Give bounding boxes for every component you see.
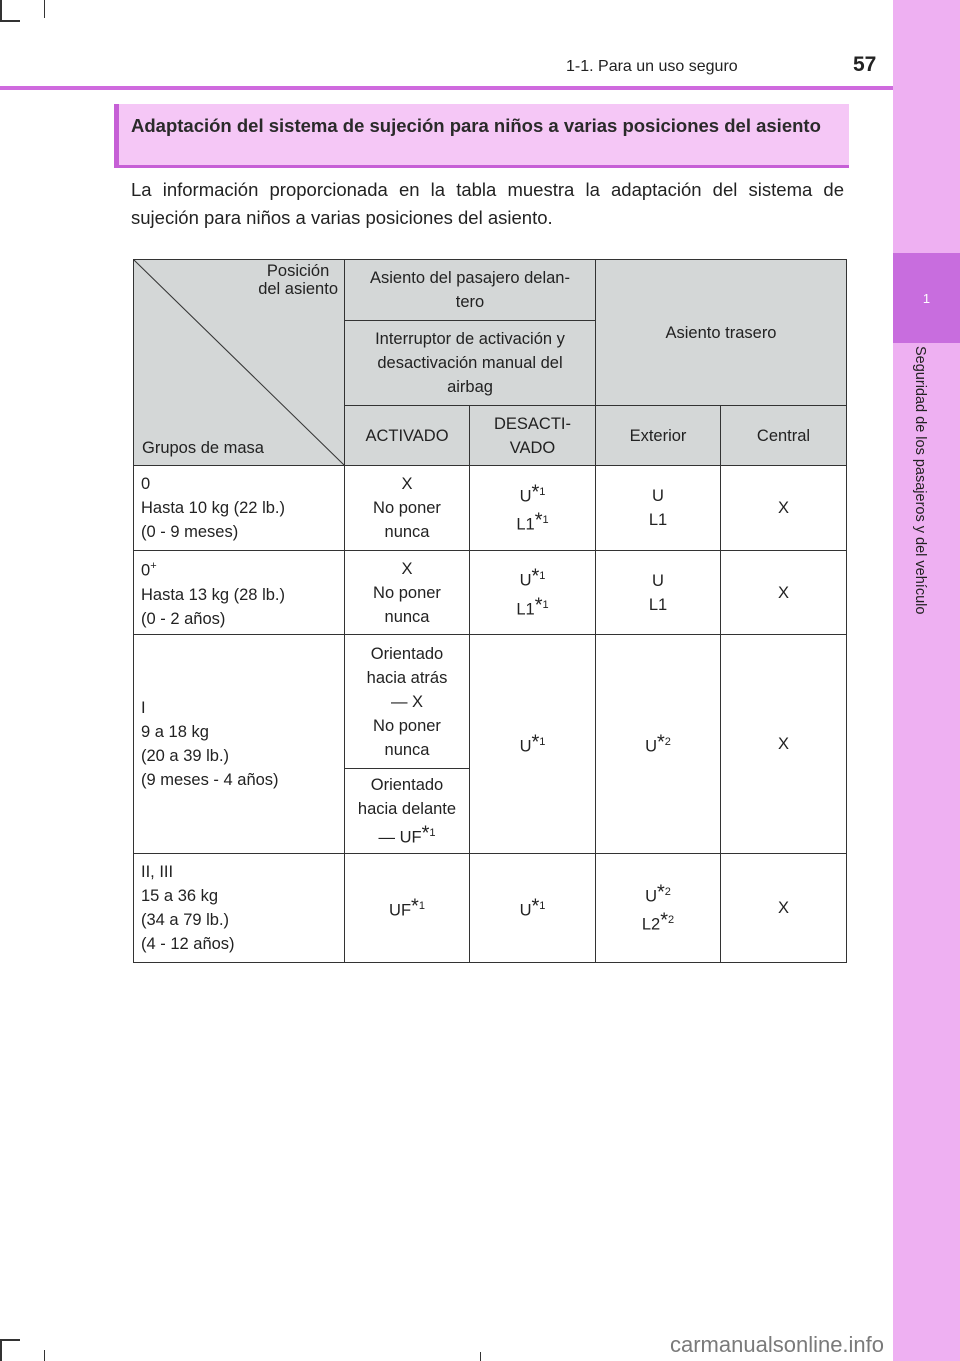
center-header: Central bbox=[721, 406, 847, 466]
deactivated-header: DESACTI- VADO bbox=[470, 406, 596, 466]
outer-cell: U L1 bbox=[596, 466, 721, 551]
footnote-star: * bbox=[657, 881, 665, 903]
footnote-number: 1 bbox=[539, 735, 546, 748]
footnote-star: * bbox=[411, 895, 419, 918]
activated-forward-facing-cell bbox=[345, 769, 470, 854]
rear-seat-header: Asiento trasero bbox=[596, 260, 847, 406]
footnote-star: * bbox=[657, 731, 665, 754]
center-cell: X bbox=[721, 551, 847, 635]
value-text: U bbox=[519, 737, 532, 756]
chapter-label: Seguridad de los pasajeros y del vehículo bbox=[912, 346, 928, 615]
mass-group-cell bbox=[134, 551, 345, 635]
activated-rear-facing-cell: Orientado hacia atrás — X No poner nunca bbox=[345, 635, 470, 769]
crop-mark bbox=[480, 1352, 481, 1361]
mass-group-cell: II, III 15 a 36 kg (34 a 79 lb.) (4 - 12 años) bbox=[134, 854, 345, 963]
seat-position-label: Posición del asiento bbox=[258, 262, 338, 298]
footnote-number: 1 bbox=[539, 485, 546, 498]
outer-cell bbox=[596, 635, 721, 854]
chapter-tab bbox=[893, 253, 960, 343]
footnote-number: 1 bbox=[542, 598, 549, 611]
mass-group-cell: 0 Hasta 10 kg (22 lb.) (0 - 9 meses) bbox=[134, 466, 345, 551]
outer-cell: U L1 bbox=[596, 551, 721, 635]
activated-cell bbox=[345, 854, 470, 963]
header-section-title: 1-1. Para un uso seguro bbox=[566, 58, 738, 75]
crop-mark bbox=[0, 0, 2, 22]
footnote-number: 2 bbox=[664, 885, 671, 898]
value-text: Orientado hacia delante — UF bbox=[357, 775, 457, 847]
activated-header: ACTIVADO bbox=[345, 406, 470, 466]
plus-superscript: + bbox=[150, 560, 157, 573]
crop-mark bbox=[0, 1339, 2, 1361]
section-heading: Adaptación del sistema de sujeción para niños a varias posiciones del asiento bbox=[131, 115, 821, 136]
crop-mark bbox=[0, 20, 20, 22]
footnote-number: 1 bbox=[418, 899, 425, 912]
footnote-number: 2 bbox=[664, 735, 671, 748]
footnote-star: * bbox=[421, 822, 430, 845]
footnote-star: * bbox=[534, 594, 543, 616]
deactivated-cell bbox=[470, 635, 596, 854]
footnote-star: * bbox=[531, 731, 540, 754]
page-number: 57 bbox=[853, 53, 877, 76]
deactivated-cell bbox=[470, 551, 596, 635]
value-text: U bbox=[645, 737, 657, 756]
footnote-number: 1 bbox=[429, 826, 436, 839]
crop-mark bbox=[0, 1339, 20, 1341]
value-text: U bbox=[519, 571, 532, 590]
value-text: Hasta 13 kg (28 lb.) (0 - 2 años) bbox=[141, 585, 285, 628]
value-text: U bbox=[645, 887, 657, 905]
outer-header: Exterior bbox=[596, 406, 721, 466]
intro-paragraph: La información proporcionada en la tabla muestra la adaptación del sistema de sujeción para niños a varias posiciones del asiento. bbox=[131, 179, 844, 228]
table-row bbox=[134, 635, 847, 769]
deactivated-cell bbox=[470, 466, 596, 551]
footnote-star: * bbox=[660, 909, 669, 932]
outer-cell bbox=[596, 854, 721, 963]
footnote-number: 1 bbox=[542, 514, 549, 526]
value-text: U bbox=[519, 901, 532, 920]
value-text: L1 bbox=[516, 515, 535, 534]
footnote-star: * bbox=[531, 481, 540, 503]
header-rule bbox=[0, 86, 893, 90]
center-cell: X bbox=[721, 635, 847, 854]
center-cell: X bbox=[721, 854, 847, 963]
table-row bbox=[134, 854, 847, 963]
section-heading-box bbox=[114, 104, 849, 168]
table-row bbox=[134, 466, 847, 551]
value-text: U bbox=[519, 487, 532, 505]
value-text: L1 bbox=[516, 600, 535, 618]
footnote-star: * bbox=[534, 509, 543, 532]
deactivated-cell bbox=[470, 854, 596, 963]
table-corner-cell bbox=[134, 260, 345, 466]
footnote-number: 1 bbox=[539, 899, 546, 912]
footnote-star: * bbox=[531, 895, 540, 918]
crop-mark bbox=[44, 0, 45, 18]
value-text: 0 bbox=[141, 561, 151, 580]
footnote-number: 2 bbox=[668, 914, 675, 926]
mass-groups-label: Grupos de masa bbox=[142, 439, 264, 457]
child-seat-compatibility-table bbox=[133, 259, 847, 963]
activated-cell: X No poner nunca bbox=[345, 466, 470, 551]
value-text: L2 bbox=[641, 915, 661, 934]
crop-mark bbox=[44, 1350, 45, 1361]
airbag-switch-header: Interruptor de activación y desactivación manual del airbag bbox=[345, 321, 596, 406]
footnote-number: 1 bbox=[539, 570, 546, 582]
center-cell: X bbox=[721, 466, 847, 551]
footnote-star: * bbox=[531, 565, 540, 588]
mass-group-cell: I 9 a 18 kg (20 a 39 lb.) (9 meses - 4 años) bbox=[134, 635, 345, 854]
activated-cell: X No poner nunca bbox=[345, 551, 470, 635]
watermark: carmanualsonline.info bbox=[670, 1332, 885, 1357]
front-seat-header: Asiento del pasajero delan- tero bbox=[345, 260, 596, 321]
table-row bbox=[134, 551, 847, 635]
value-text: UF bbox=[389, 901, 412, 920]
chapter-number: 1 bbox=[922, 290, 931, 306]
